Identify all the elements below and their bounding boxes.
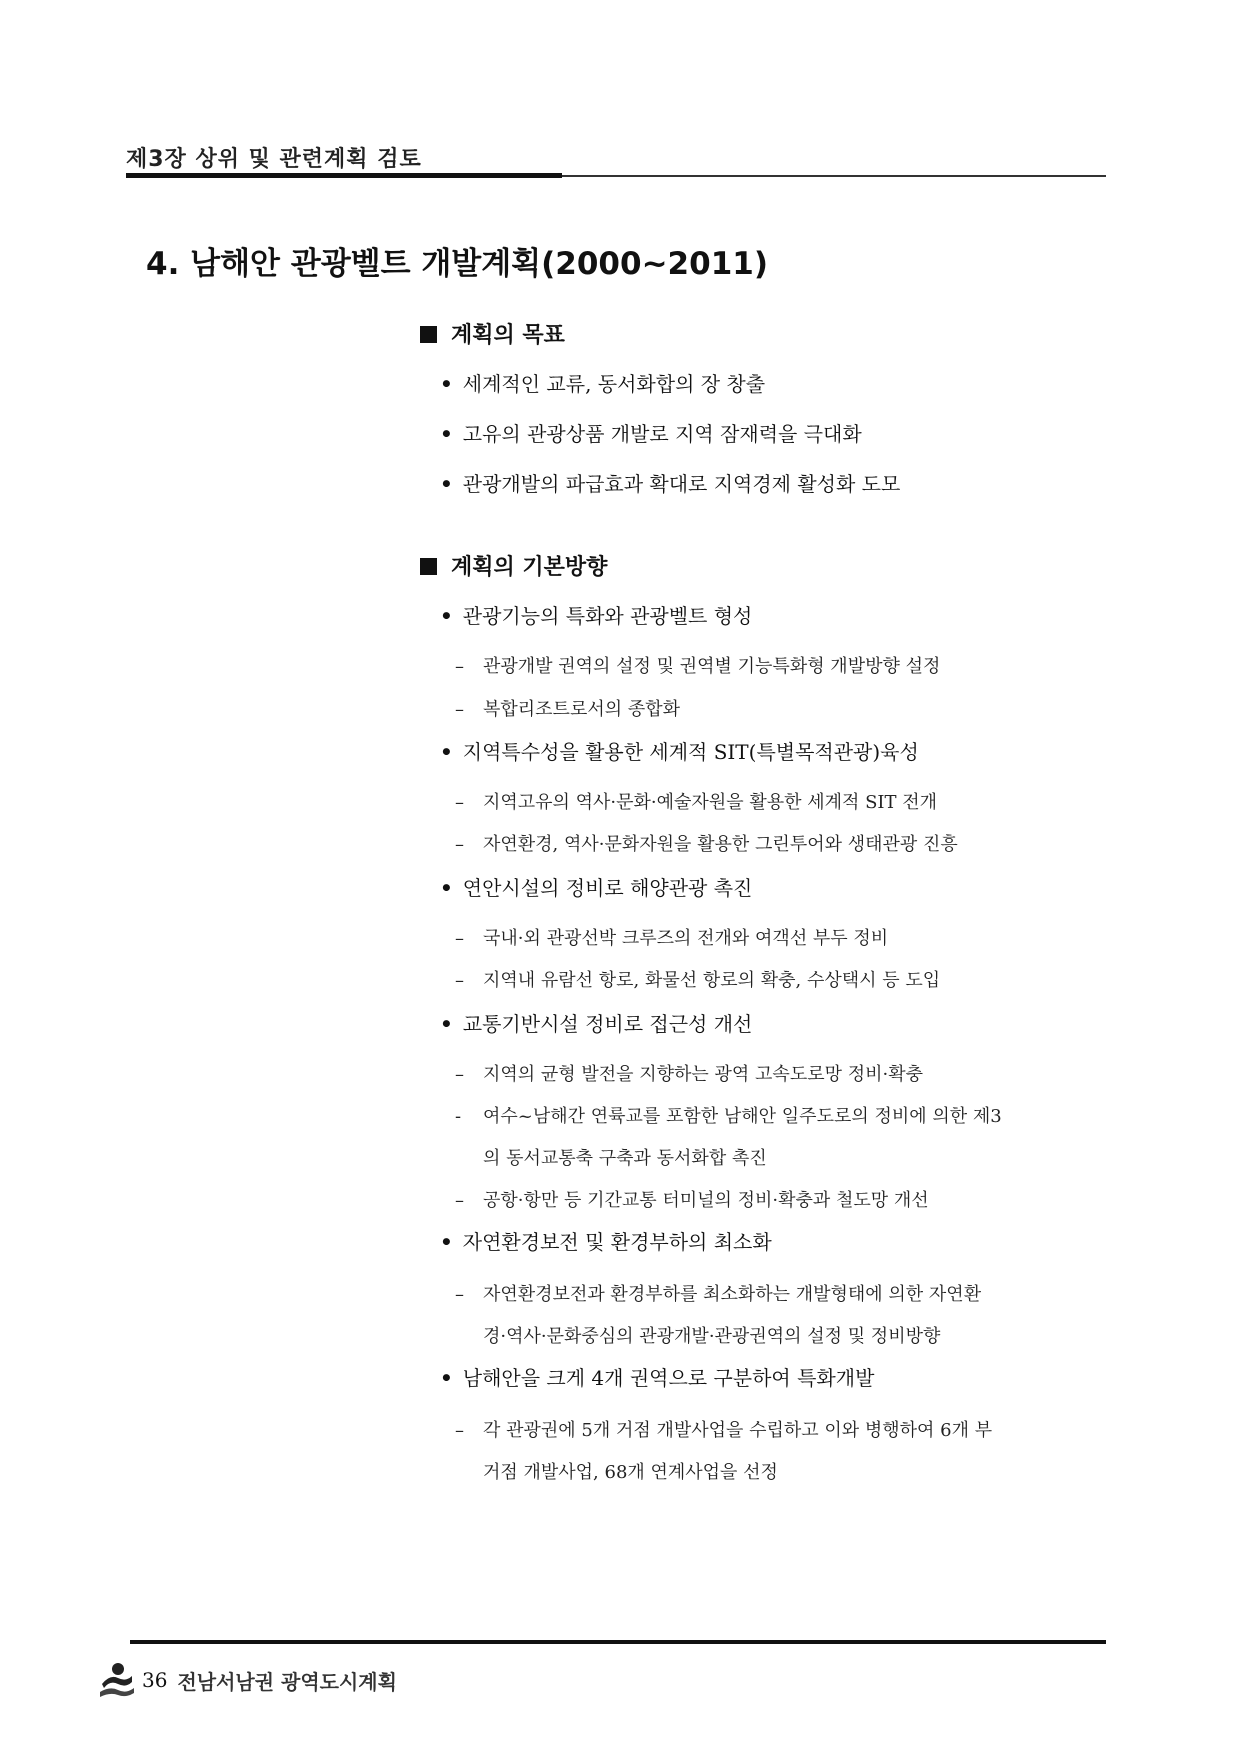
footer-title: 전남서남권 광역도시계획 <box>177 1669 397 1694</box>
footer-logo-icon <box>96 1660 136 1700</box>
direction-dash-continuation: 경·역사·문화중심의 관광개발·관광권역의 설정 및 정비방향 <box>483 1326 941 1347</box>
direction-dash-item: – 지역의 균형 발전을 지향하는 광역 고속도로망 정비·확충 <box>455 1064 923 1085</box>
direction-dash-continuation: 의 동서교통축 구축과 동서화합 촉진 <box>483 1148 767 1169</box>
header-rule-thick <box>126 173 562 178</box>
direction-dash-item: - 여수~남해간 연륙교를 포함한 남해안 일주도로의 정비에 의한 제3 <box>455 1106 1002 1127</box>
footer <box>96 1660 397 1700</box>
goals-heading-text: 계획의 목표 <box>451 323 565 348</box>
direction-dash-item: – 지역내 유람선 항로, 화물선 항로의 확충, 수상택시 등 도입 <box>455 970 941 991</box>
goal-item: • 고유의 관광상품 개발로 지역 잠재력을 극대화 <box>440 418 862 447</box>
direction-dash-item: – 지역고유의 역사·문화·예술자원을 활용한 세계적 SIT 전개 <box>455 792 938 813</box>
footer-rule <box>130 1640 1106 1644</box>
direction-heading <box>420 550 607 581</box>
direction-dash-continuation: 거점 개발사업, 68개 연계사업을 선정 <box>483 1462 778 1483</box>
square-bullet-icon <box>420 326 437 343</box>
direction-dash-item: – 국내·외 관광선박 크루즈의 전개와 여객선 부두 정비 <box>455 928 889 949</box>
goals-heading <box>420 318 565 349</box>
section-title: 4. 남해안 관광벨트 개발계획(2000~2011) <box>146 246 768 282</box>
page-number: 36 <box>142 1668 168 1692</box>
header-rule-thin <box>562 175 1106 177</box>
direction-bullet: • 지역특수성을 활용한 세계적 SIT(특별목적관광)육성 <box>440 736 919 765</box>
direction-bullet: • 연안시설의 정비로 해양관광 촉진 <box>440 872 752 901</box>
goal-item: • 세계적인 교류, 동서화합의 장 창출 <box>440 368 765 397</box>
direction-bullet: • 교통기반시설 정비로 접근성 개선 <box>440 1008 752 1037</box>
direction-bullet: • 자연환경보전 및 환경부하의 최소화 <box>440 1226 772 1255</box>
direction-dash-item: – 관광개발 권역의 설정 및 권역별 기능특화형 개발방향 설정 <box>455 656 941 677</box>
direction-dash-item: – 각 관광권에 5개 거점 개발사업을 수립하고 이와 병행하여 6개 부 <box>455 1420 993 1441</box>
square-bullet-icon <box>420 558 437 575</box>
direction-bullet: • 관광기능의 특화와 관광벨트 형성 <box>440 600 752 629</box>
goal-item: • 관광개발의 파급효과 확대로 지역경제 활성화 도모 <box>440 468 900 497</box>
direction-bullet: • 남해안을 크게 4개 권역으로 구분하여 특화개발 <box>440 1362 874 1391</box>
chapter-header: 제3장 상위 및 관련계획 검토 <box>126 147 422 172</box>
direction-dash-item: – 복합리조트로서의 종합화 <box>455 699 680 720</box>
direction-dash-item: – 자연환경보전과 환경부하를 최소화하는 개발형태에 의한 자연환 <box>455 1284 982 1305</box>
direction-dash-item: – 자연환경, 역사·문화자원을 활용한 그린투어와 생태관광 진흥 <box>455 834 958 855</box>
direction-dash-item: – 공항·항만 등 기간교통 터미널의 정비·확충과 철도망 개선 <box>455 1190 929 1211</box>
direction-heading-text: 계획의 기본방향 <box>451 555 608 580</box>
